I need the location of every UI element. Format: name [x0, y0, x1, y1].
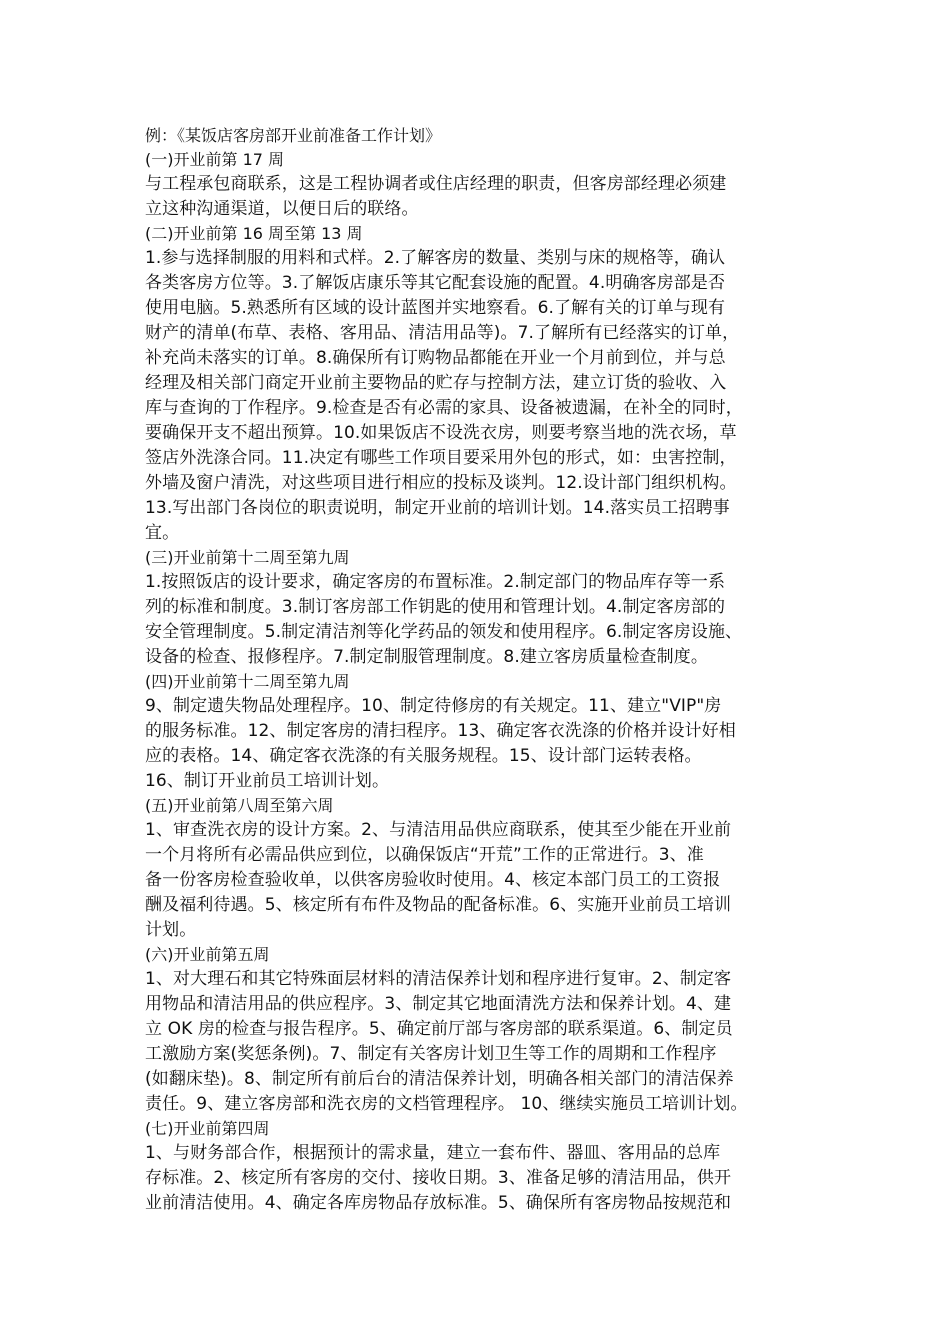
section-week-4 [145, 1117, 813, 1216]
section-heading: (五)开业前第八周至第六周 [145, 796, 334, 815]
body-line: 1、对大理石和其它特殊面层材料的清洁保养计划和程序进行复审。2、制定客 [145, 969, 732, 989]
section-week-16-13 [145, 222, 813, 546]
body-line: 经理及相关部门商定开业前主要物品的贮存与控制方法，建立订货的验收、入 [145, 373, 727, 393]
body-line: 应的表格。14、确定客衣洗涤的有关服务规程。15、设计部门运转表格。 [145, 746, 702, 766]
body-line: 补充尚未落实的订单。8.确保所有订购物品都能在开业一个月前到位，并与总 [145, 348, 726, 368]
body-line: 使用电脑。5.熟悉所有区域的设计蓝图并实地察看。6.了解有关的订单与现有 [145, 298, 726, 318]
body-line: 16、制订开业前员工培训计划。 [145, 771, 390, 791]
body-line: 外墙及窗户清洗，对这些项目进行相应的投标及谈判。12.设计部门组织机构。 [145, 473, 737, 493]
body-line: 签店外洗涤合同。11.决定有哪些工作项目要采用外包的形式，如：虫害控制， [145, 448, 737, 468]
body-line: 立这种沟通渠道，以便日后的联络。 [145, 199, 419, 219]
section-heading: (三)开业前第十二周至第九周 [145, 548, 350, 567]
body-line: 1.参与选择制服的用料和式样。2.了解客房的数量、类别与床的规格等，确认 [145, 248, 726, 268]
body-line: 工激励方案(奖惩条例)。7、制定有关客房计划卫生等工作的周期和工作程序 [145, 1044, 717, 1064]
section-week-17 [145, 148, 813, 222]
body-line: 设备的检查、报修程序。7.制定制服管理制度。8.建立客房质量检查制度。 [145, 647, 708, 667]
body-line: 立 OK 房的检查与报告程序。5、确定前厅部与客房部的联系渠道。6、制定员 [145, 1019, 733, 1039]
body-line: 宜。 [145, 523, 180, 543]
body-line: 责任。9、建立客房部和洗衣房的文档管理程序。 10、继续实施员工培训计划。 [145, 1094, 748, 1114]
section-heading: (七)开业前第四周 [145, 1119, 270, 1138]
body-line: (如翻床垫)。8、制定所有前后台的清洁保养计划，明确各相关部门的清洁保养 [145, 1069, 734, 1089]
body-line: 13.写出部门各岗位的职责说明，制定开业前的培训计划。14.落实员工招聘事 [145, 498, 730, 518]
section-heading: (六)开业前第五周 [145, 945, 270, 964]
body-line: 酬及福利待遇。5、核定所有布件及物品的配备标准。6、实施开业前员工培训 [145, 895, 732, 915]
body-line: 备一份客房检查验收单，以供客房验收时使用。4、核定本部门员工的工资报 [145, 870, 721, 890]
body-line: 1、与财务部合作，根据预计的需求量，建立一套布件、器皿、客用品的总库 [145, 1143, 721, 1163]
body-line: 各类客房方位等。3.了解饭店康乐等其它配套设施的配置。4.明确客房部是否 [145, 273, 726, 293]
body-line: 与工程承包商联系，这是工程协调者或住店经理的职责，但客房部经理必须建 [145, 174, 727, 194]
document-title: 例：《某饭店客房部开业前准备工作计划》 [145, 126, 442, 145]
body-line: 库与查询的丁作程序。9.检查是否有必需的家具、设备被遗漏，在补全的同时， [145, 398, 743, 418]
body-line: 安全管理制度。5.制定清洁剂等化学药品的领发和使用程序。6.制定客房设施、 [145, 622, 743, 642]
body-line: 计划。 [145, 920, 197, 940]
body-line: 用物品和清洁用品的供应程序。3、制定其它地面清洗方法和保养计划。4、建 [145, 994, 732, 1014]
body-line: 的服务标准。12、制定客房的清扫程序。13、确定客衣洗涤的价格并设计好相 [145, 721, 736, 741]
body-line: 9、制定遗失物品处理程序。10、制定待修房的有关规定。11、建立"VIP"房 [145, 696, 722, 716]
body-line: 一个月将所有必需品供应到位，以确保饭店“开荒”工作的正常进行。3、准 [145, 845, 704, 865]
section-week-5 [145, 943, 813, 1117]
section-week-12-9-a [145, 546, 813, 670]
body-line: 财产的清单(布草、表格、客用品、清洁用品等)。7.了解所有已经落实的订单， [145, 323, 740, 343]
section-week-12-9-b [145, 670, 813, 794]
body-line: 存标准。2、核定所有客房的交付、接收日期。3、准备足够的清洁用品，供开 [145, 1168, 732, 1188]
body-line: 业前清洁使用。4、确定各库房物品存放标准。5、确保所有客房物品按规范和 [145, 1193, 732, 1213]
body-line: 1、审查洗衣房的设计方案。2、与清洁用品供应商联系，使其至少能在开业前 [145, 820, 732, 840]
body-line: 列的标准和制度。3.制订客房部工作钥匙的使用和管理计划。4.制定客房部的 [145, 597, 726, 617]
section-heading: (一)开业前第 17 周 [145, 150, 285, 169]
body-line: 要确保开支不超出预算。10.如果饭店不设洗衣房，则要考察当地的洗衣场，草 [145, 423, 737, 443]
section-heading: (二)开业前第 16 周至第 13 周 [145, 224, 363, 243]
section-week-8-6 [145, 794, 813, 943]
body-line: 1.按照饭店的设计要求，确定客房的布置标准。2.制定部门的物品库存等一系 [145, 572, 726, 592]
section-heading: (四)开业前第十二周至第九周 [145, 672, 350, 691]
document-body [145, 124, 813, 1216]
